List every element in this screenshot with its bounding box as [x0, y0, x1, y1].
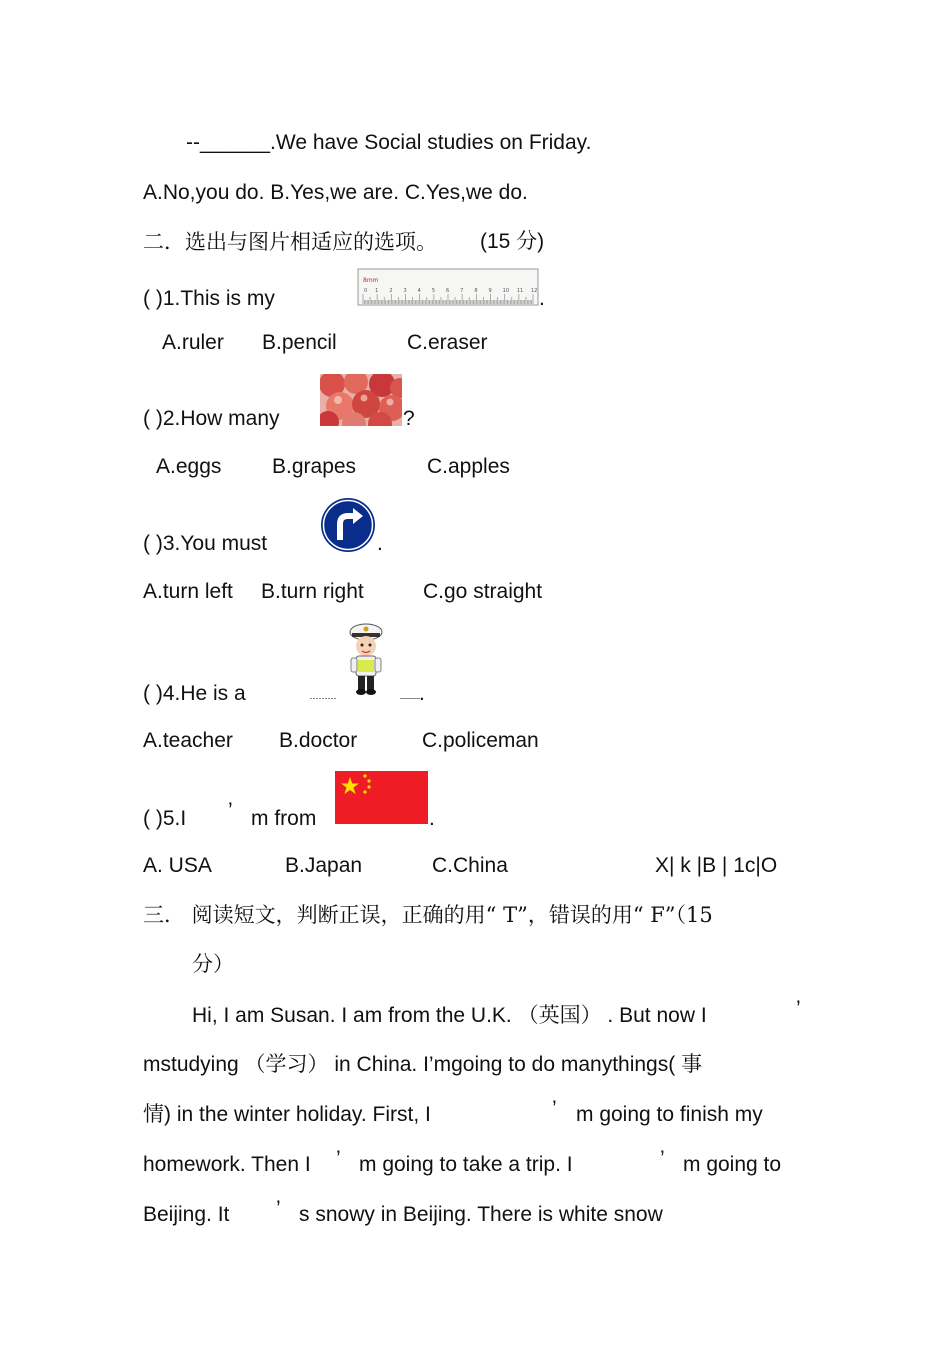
ruler-number: 12	[531, 288, 538, 294]
passage-line-3-cont: m going to finish my	[576, 1103, 763, 1126]
section-3-heading: 三． 阅读短文，判断正误，正确的用“ T”，错误的用“ F”（15	[143, 903, 713, 927]
ruler-number: 8	[474, 288, 478, 294]
q1-option-c: C.eraser	[407, 331, 488, 354]
answer-options: A.No,you do. B.Yes,we are. C.Yes,we do.	[143, 181, 528, 204]
section-2-heading: 二．选出与图片相适应的选项。	[143, 230, 437, 254]
q3-option-b: B.turn right	[261, 580, 364, 603]
q3-stem: ( )3.You must	[143, 532, 268, 555]
q5-option-c: C.China	[432, 854, 508, 877]
passage-apostrophe: ’	[660, 1147, 665, 1170]
passage-line-5: Beijing. It	[143, 1203, 230, 1226]
passage-apostrophe: ’	[276, 1197, 281, 1220]
ruler-number: 4	[417, 288, 421, 294]
blank-underline	[400, 697, 420, 700]
q5-option-a: A. USA	[143, 854, 212, 877]
watermark-text: X| k |B | 1c|O	[655, 854, 778, 877]
ruler-number: 2	[389, 288, 393, 294]
turn-right-sign-icon	[320, 497, 376, 553]
china-flag-image	[335, 771, 428, 824]
q5-stem: ( )5.I	[143, 807, 187, 830]
q4-end: .	[419, 682, 425, 705]
passage-line-5-cont: s snowy in Beijing. There is white snow	[299, 1203, 663, 1226]
passage-line-3: 情) in the winter holiday. First, I	[143, 1103, 431, 1126]
q4-option-a: A.teacher	[143, 729, 233, 752]
q5-apostrophe: ’	[228, 799, 233, 822]
ruler-number: 0	[364, 288, 368, 294]
q4-stem: ( )4.He is a	[143, 682, 246, 705]
q4-option-b: B.doctor	[279, 729, 358, 752]
section-2-score: (15 分)	[480, 230, 545, 253]
passage-line-4-cont: m going to take a trip. I	[359, 1153, 573, 1176]
q1-option-b: B.pencil	[262, 331, 337, 354]
q3-end: .	[377, 532, 383, 555]
ruler-number: 5	[431, 288, 436, 294]
q2-stem: ( )2.How many	[143, 407, 280, 430]
ruler-number: 11	[516, 288, 524, 294]
ruler-number: 9	[488, 288, 492, 294]
apples-image	[320, 374, 402, 426]
q4-option-c: C.policeman	[422, 729, 539, 752]
q2-option-c: C.apples	[427, 455, 510, 478]
question-answer-line: --______.We have Social studies on Friday.	[186, 131, 592, 154]
q5-option-b: B.Japan	[285, 854, 363, 877]
ruler-label: 8mm	[363, 277, 379, 284]
q5-end: .	[429, 807, 435, 830]
ruler-number: 3	[403, 288, 407, 294]
q5-stem-cont: m from	[251, 807, 317, 830]
ruler-number: 10	[502, 288, 510, 294]
ruler-number: 1	[375, 288, 379, 294]
passage-line-4-end: m going to	[683, 1153, 782, 1176]
passage-apostrophe: ’	[796, 997, 801, 1020]
passage-line-2: mstudying （学习） in China. I’mgoing to do manythings( 事	[143, 1053, 703, 1076]
blank-underline	[310, 697, 336, 700]
q3-option-a: A.turn left	[143, 580, 233, 603]
ruler-image	[357, 268, 539, 306]
section-3-heading-cont: 分）	[192, 952, 234, 976]
passage-apostrophe: ’	[336, 1147, 341, 1170]
policeman-image	[343, 620, 389, 696]
q1-stem: ( )1.This is my	[143, 287, 275, 310]
passage-line-1: Hi, I am Susan. I am from the U.K. （英国） . But now I	[192, 1004, 707, 1027]
q2-option-b: B.grapes	[272, 455, 357, 478]
q1-option-a: A.ruler	[162, 331, 224, 354]
passage-line-4: homework. Then I	[143, 1153, 311, 1176]
q2-option-a: A.eggs	[156, 455, 222, 478]
passage-apostrophe: ’	[552, 1097, 557, 1120]
q2-end: ?	[403, 407, 415, 430]
ruler-number: 7	[460, 288, 464, 294]
q3-option-c: C.go straight	[423, 580, 543, 603]
q1-end: .	[539, 287, 545, 310]
ruler-number: 6	[446, 288, 450, 294]
